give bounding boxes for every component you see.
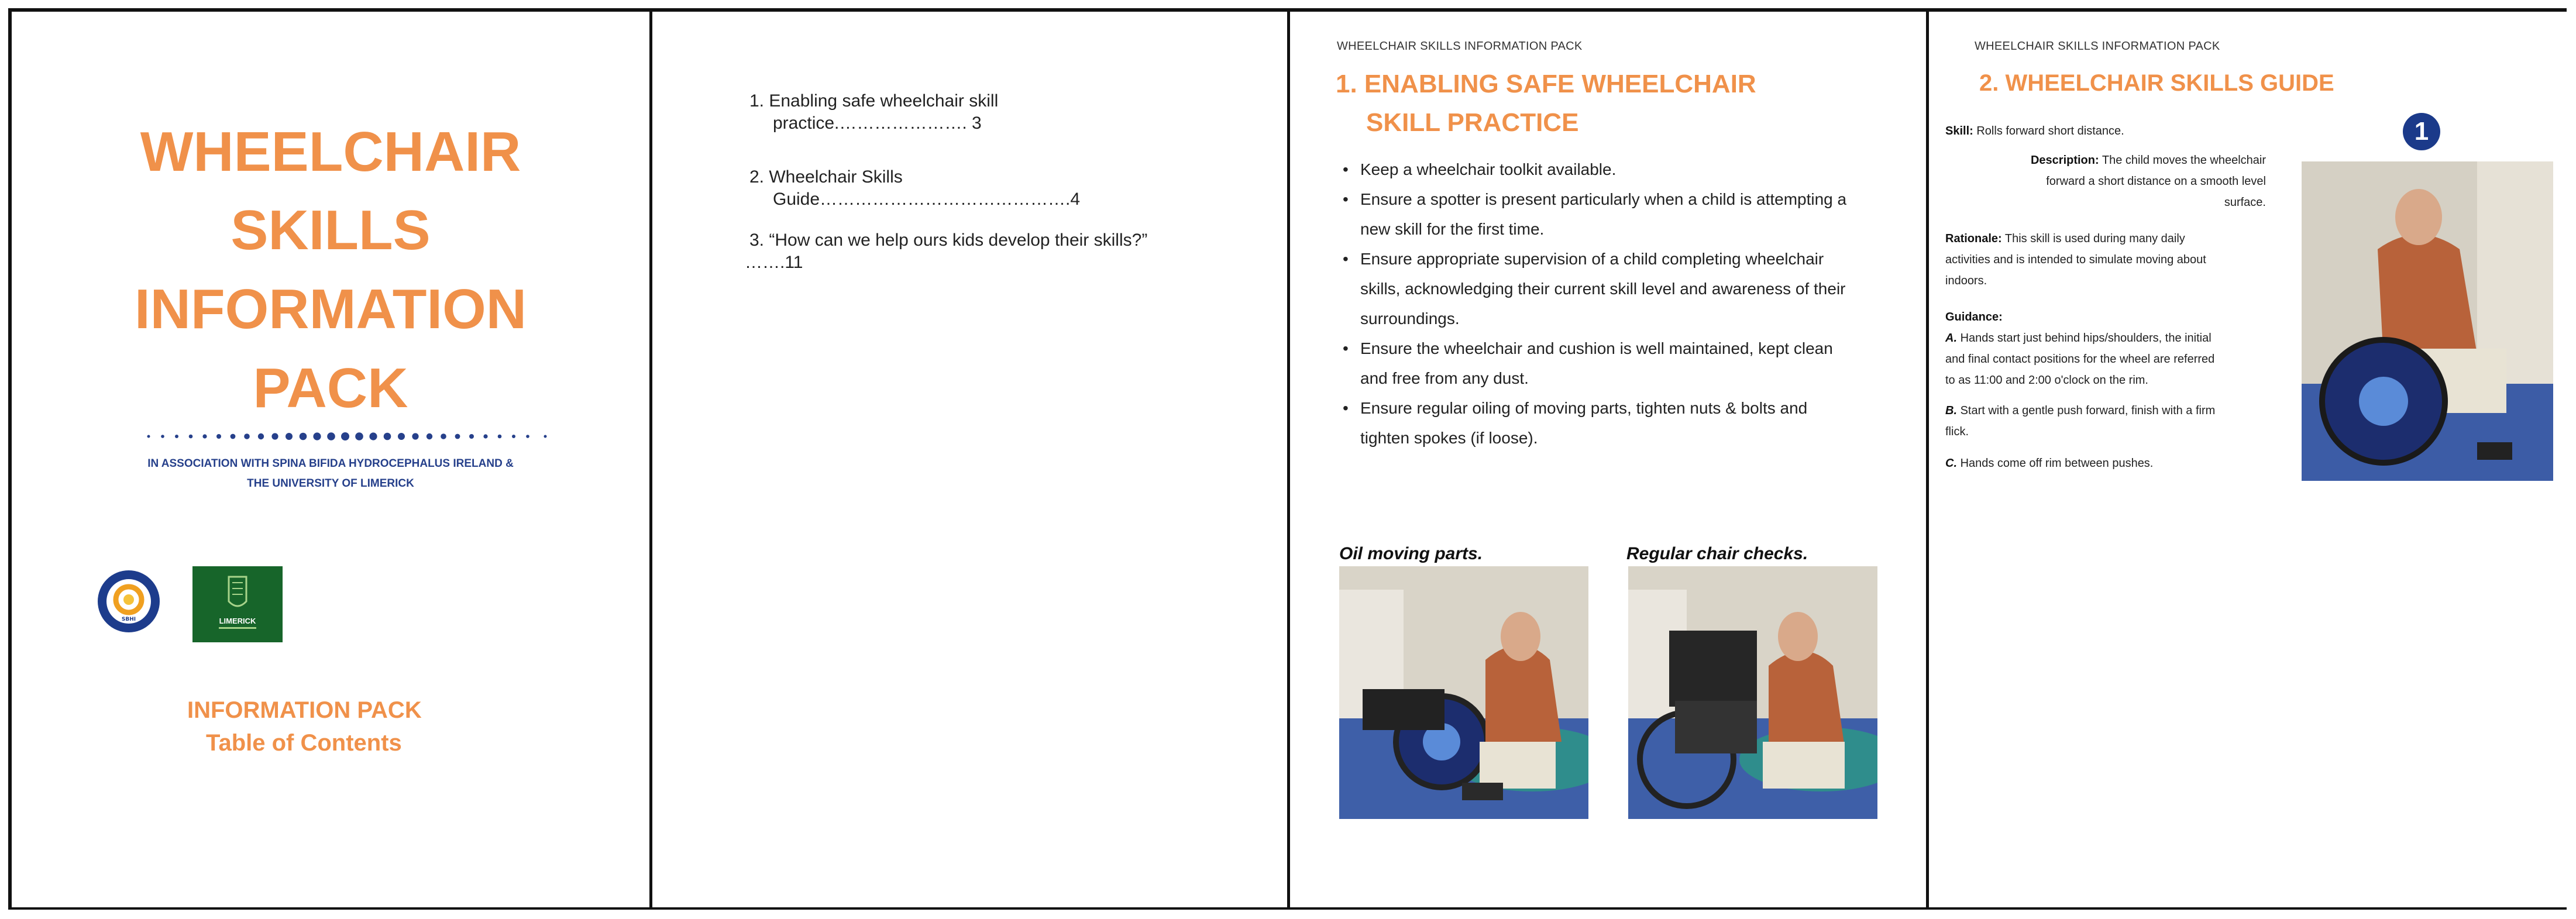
cover-subtitle: Table of Contents [206,730,402,756]
toc-item [749,166,1080,211]
guidance-line: Hands start just behind hips/shoulders, the initial [1960,332,2212,345]
toc-item [745,229,1148,274]
safety-bullet-list [1343,154,1858,453]
toc-item-line: practice.…………………. 3 [773,113,982,133]
university-of-limerick-logo [192,566,283,642]
rationale-block [1945,228,2273,291]
guidance-label: Guidance: [1945,311,2003,323]
ul-crest-icon [192,566,283,642]
guidance-line: and final contact positions for the wheel are referred [1945,353,2215,366]
section-title: 1. ENABLING SAFE WHEELCHAIR [1336,70,1756,98]
guidance-item-label: C. [1945,457,1957,470]
cover-subtitle: INFORMATION PACK [187,697,422,723]
description-line: forward a short distance on a smooth level [2046,175,2266,188]
cover-page [12,12,649,907]
safe-practice-page [1287,12,1926,907]
guidance-item [1945,400,2285,442]
guidance-line: to as 11:00 and 2:00 o'clock on the rim. [1945,374,2148,387]
regular-chair-checks-photo [1628,566,1877,819]
sbhi-logo [97,569,161,634]
description-block [1945,150,2266,213]
rolls-forward-photo [2302,161,2553,481]
sbhi-logo-text: SBHI [121,617,136,622]
toc-item [749,90,998,135]
guidance-item-label: A. [1945,332,1957,345]
list-item: • Ensure appropriate supervision of a child completing wheelchair skills, acknowledging their current skill level and awareness of their surroundings. [1343,244,1858,333]
rationale-line: activities and is intended to simulate moving about [1945,253,2206,266]
toc-item-line: 3. “How can we help ours kids develop their skills?” [749,230,1148,250]
list-item: • Ensure the wheelchair and cushion is well maintained, kept clean and free from any dust. [1343,333,1858,393]
cover-title-line: SKILLS [231,199,431,261]
table-of-contents-page [649,12,1287,907]
skill-row [1945,121,2124,142]
photo-caption: Oil moving parts. [1339,544,1483,563]
skills-guide-page [1926,12,2567,907]
guidance-item [1945,453,2285,474]
list-item: • Keep a wheelchair toolkit available. [1343,154,1858,184]
skill-text: Rolls forward short distance. [1976,125,2124,137]
running-header: WHEELCHAIR SKILLS INFORMATION PACK [1975,40,2220,53]
toc-item-line: …….11 [745,253,803,272]
toc-item-line: 2. Wheelchair Skills [749,167,903,187]
dotted-divider [145,432,549,441]
guidance-line: Hands come off rim between pushes. [1960,457,2154,470]
guidance-item [1945,328,2285,391]
guidance-item-label: B. [1945,404,1957,417]
section-title: 2. WHEELCHAIR SKILLS GUIDE [1979,70,2334,96]
ul-logo-text: LIMERICK [219,617,256,625]
association-line: IN ASSOCIATION WITH SPINA BIFIDA HYDROCEPHALUS IRELAND & [147,457,514,470]
cover-title-line: PACK [253,357,408,419]
guidance-line: flick. [1945,425,1969,438]
rationale-line: This skill is used during many daily [2004,232,2185,245]
section-title: SKILL PRACTICE [1366,108,1579,137]
toc-item-line: 1. Enabling safe wheelchair skill [749,91,999,111]
toc-item-line: Guide…………………………………….4 [773,190,1081,209]
oil-moving-parts-photo [1339,566,1588,819]
description-line: The child moves the wheelchair [2102,154,2266,167]
photo-caption: Regular chair checks. [1626,544,1808,563]
guidance-line: Start with a gentle push forward, finish with a firm [1960,404,2216,417]
association-line: THE UNIVERSITY OF LIMERICK [247,477,414,490]
description-label: Description: [2030,154,2099,167]
skill-label: Skill: [1945,125,1973,137]
skill-number-badge: 1 [2403,113,2440,150]
cover-title-line: WHEELCHAIR [140,121,521,183]
cover-title-line: INFORMATION [134,278,527,340]
running-header: WHEELCHAIR SKILLS INFORMATION PACK [1337,40,1583,53]
rationale-label: Rationale: [1945,232,2002,245]
list-item: • Ensure a spotter is present particularly when a child is attempting a new skill for the first time. [1343,184,1858,244]
rationale-line: indoors. [1945,274,1987,287]
list-item: • Ensure regular oiling of moving parts, tighten nuts & bolts and tighten spokes (if loose). [1343,393,1858,453]
description-line: surface. [2224,196,2266,209]
